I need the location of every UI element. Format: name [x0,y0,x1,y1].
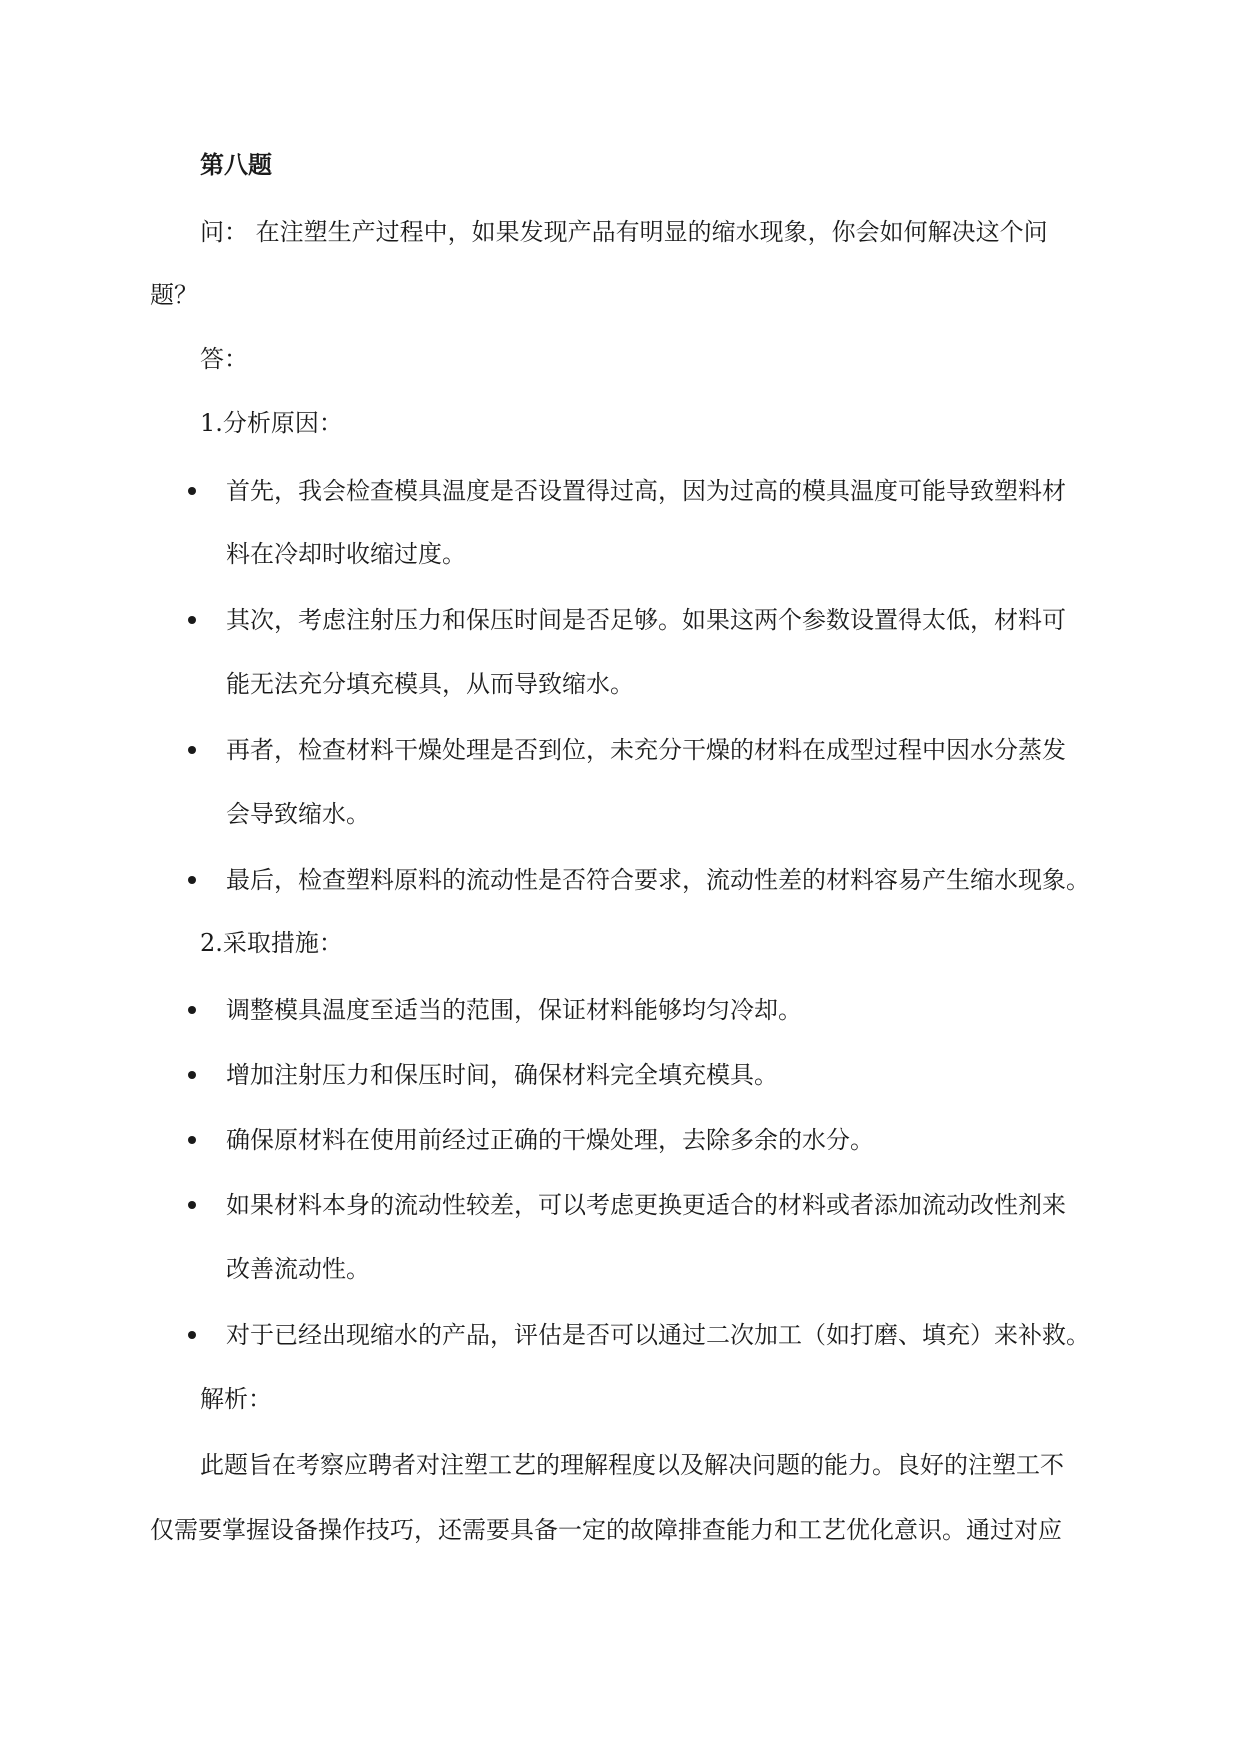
question-line-1: 问： 在注塑生产过程中，如果发现产品有明显的缩水现象，你会如何解决这个问 [200,218,1048,246]
section1-item-1-line-2: 料在冷却时收缩过度。 [226,540,466,568]
bullet-icon [188,1136,196,1144]
section2-item-4-line-1: 如果材料本身的流动性较差，可以考虑更换更适合的材料或者添加流动改性剂来 [226,1191,1066,1219]
question-line-2: 题？ [150,281,198,309]
section1-item-2-line-1: 其次，考虑注射压力和保压时间是否足够。如果这两个参数设置得太低，材料可 [226,606,1066,634]
section2-item-3-line-1: 确保原材料在使用前经过正确的干燥处理，去除多余的水分。 [226,1126,874,1154]
section1-item-3-line-2: 会导致缩水。 [226,800,370,828]
section1-item-2-line-2: 能无法充分填充模具，从而导致缩水。 [226,670,634,698]
bullet-icon [188,487,196,495]
section2-item-1-line-1: 调整模具温度至适当的范围，保证材料能够均匀冷却。 [226,996,802,1024]
bullet-icon [188,1201,196,1209]
analysis-line-2: 仅需要掌握设备操作技巧，还需要具备一定的故障排查能力和工艺优化意识。通过对应 [150,1516,1062,1544]
section2-heading: 2.采取措施： [200,929,343,957]
section1-item-3-line-1: 再者，检查材料干燥处理是否到位，未充分干燥的材料在成型过程中因水分蒸发 [226,736,1066,764]
section1-item-1-line-1: 首先，我会检查模具温度是否设置得过高，因为过高的模具温度可能导致塑料材 [226,477,1066,505]
answer-label: 答： [200,345,248,373]
section1-item-4-line-1: 最后，检查塑料原料的流动性是否符合要求，流动性差的材料容易产生缩水现象。 [226,866,1090,894]
bullet-icon [188,1331,196,1339]
bullet-icon [188,616,196,624]
section2-item-5-line-1: 对于已经出现缩水的产品，评估是否可以通过二次加工（如打磨、填充）来补救。 [226,1321,1090,1349]
analysis-line-1: 此题旨在考察应聘者对注塑工艺的理解程度以及解决问题的能力。良好的注塑工不 [200,1451,1064,1479]
bullet-icon [188,746,196,754]
analysis-label: 解析： [200,1385,272,1413]
question-title: 第八题 [200,150,272,179]
section2-item-4-line-2: 改善流动性。 [226,1255,370,1283]
bullet-icon [188,1071,196,1079]
section2-item-2-line-1: 增加注射压力和保压时间，确保材料完全填充模具。 [226,1061,778,1089]
bullet-icon [188,1006,196,1014]
bullet-icon [188,876,196,884]
section1-heading: 1.分析原因： [200,409,343,437]
